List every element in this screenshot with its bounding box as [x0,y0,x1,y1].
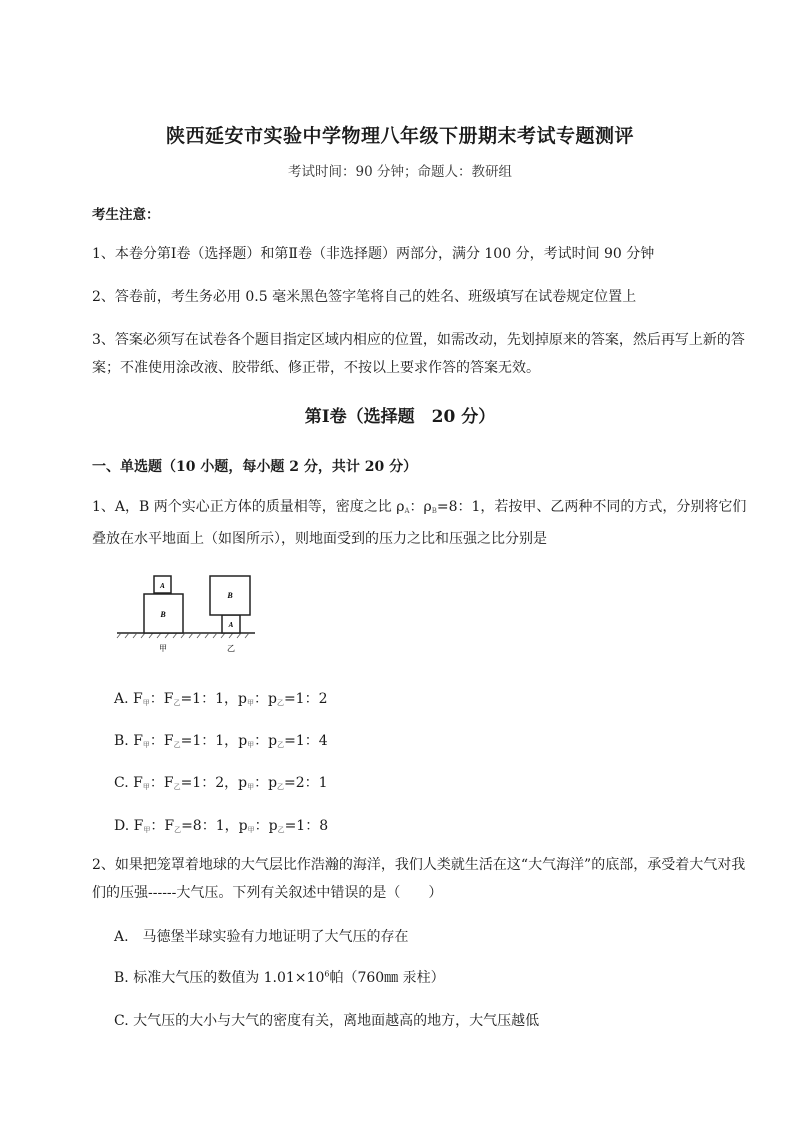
q1-option-d[interactable]: D. $F_甲$：$F_乙=8$：1，$p_甲$：$p_乙=1$：8 [114,818,329,834]
figure-caption-jia: 甲 [159,644,167,653]
jia-top-label: A [160,582,165,590]
q1-option-a[interactable]: A. $F_甲$：$F_乙=1$：1，$p_甲$：$p_乙=1$：2 [114,691,328,707]
q2-option-b[interactable]: B. 标准大气压的数值为 $1.01\times 10^6$帕（760㎜ 汞柱） [114,969,445,986]
jia-bottom-label: B [160,610,166,619]
question-2-text: 2、如果把笼罩着地球的大气层比作浩瀚的海洋，我们人类就生活在这“大气海洋”的底部，承受着大气对我们的压强------大气压。下列有关叙述中错误的是（ ） [92,857,746,901]
part-heading: 一、单选题（10 小题，每小题 2 分，共计 20 分） [92,459,418,475]
question-1-text: 1、A，B 两个实心正方体的质量相等，密度之比 $\rho_A$：$\rho_B=8$：1，若按甲、乙两种不同的方式，分别将它们叠放在水平地面上（如图所示），则地面受到的压力之比和压强之比分别是 [92,499,747,547]
notice-heading: 考生注意： [92,207,160,223]
notice-item-2: 2、答卷前，考生务必用 0.5 毫米黑色签字笔将自己的姓名、班级填写在试卷规定位置上 [92,289,637,305]
yi-bottom-label: A [228,621,234,629]
stacked-cubes-figure [115,567,255,657]
q2-option-c[interactable]: C. 大气压的大小与大气的密度有关，离地面越高的地方，大气压越低 [114,1013,540,1029]
q1-option-b[interactable]: B. $F_甲$：$F_乙=1$：1，$p_甲$：$p_乙=1$：4 [114,733,328,749]
yi-top-label: B [227,591,233,600]
notice-item-3: 3、答案必须写在试卷各个题目指定区域内相应的位置，如需改动，先划掉原来的答案，然后再写上新的答案；不准使用涂改液、胶带纸、修正带，不按以上要求作答的答案无效。 [92,332,745,376]
section-title: 第Ⅰ卷（选择题 20 分） [304,407,496,427]
figure-caption-yi: 乙 [227,644,235,653]
q1-option-c[interactable]: C. $F_甲$：$F_乙=1$：2，$p_甲$：$p_乙=2$：1 [114,775,328,791]
page-title: 陕西延安市实验中学物理八年级下册期末考试专题测评 [165,125,634,147]
q2-option-a[interactable]: A. 马德堡半球实验有力地证明了大气压的存在 [114,929,409,945]
notice-item-1: 1、本卷分第Ⅰ卷（选择题）和第Ⅱ卷（非选择题）两部分，满分 100 分，考试时间 90 分钟 [92,246,655,262]
exam-info: 考试时间：90 分钟；命题人：教研组 [288,164,512,180]
